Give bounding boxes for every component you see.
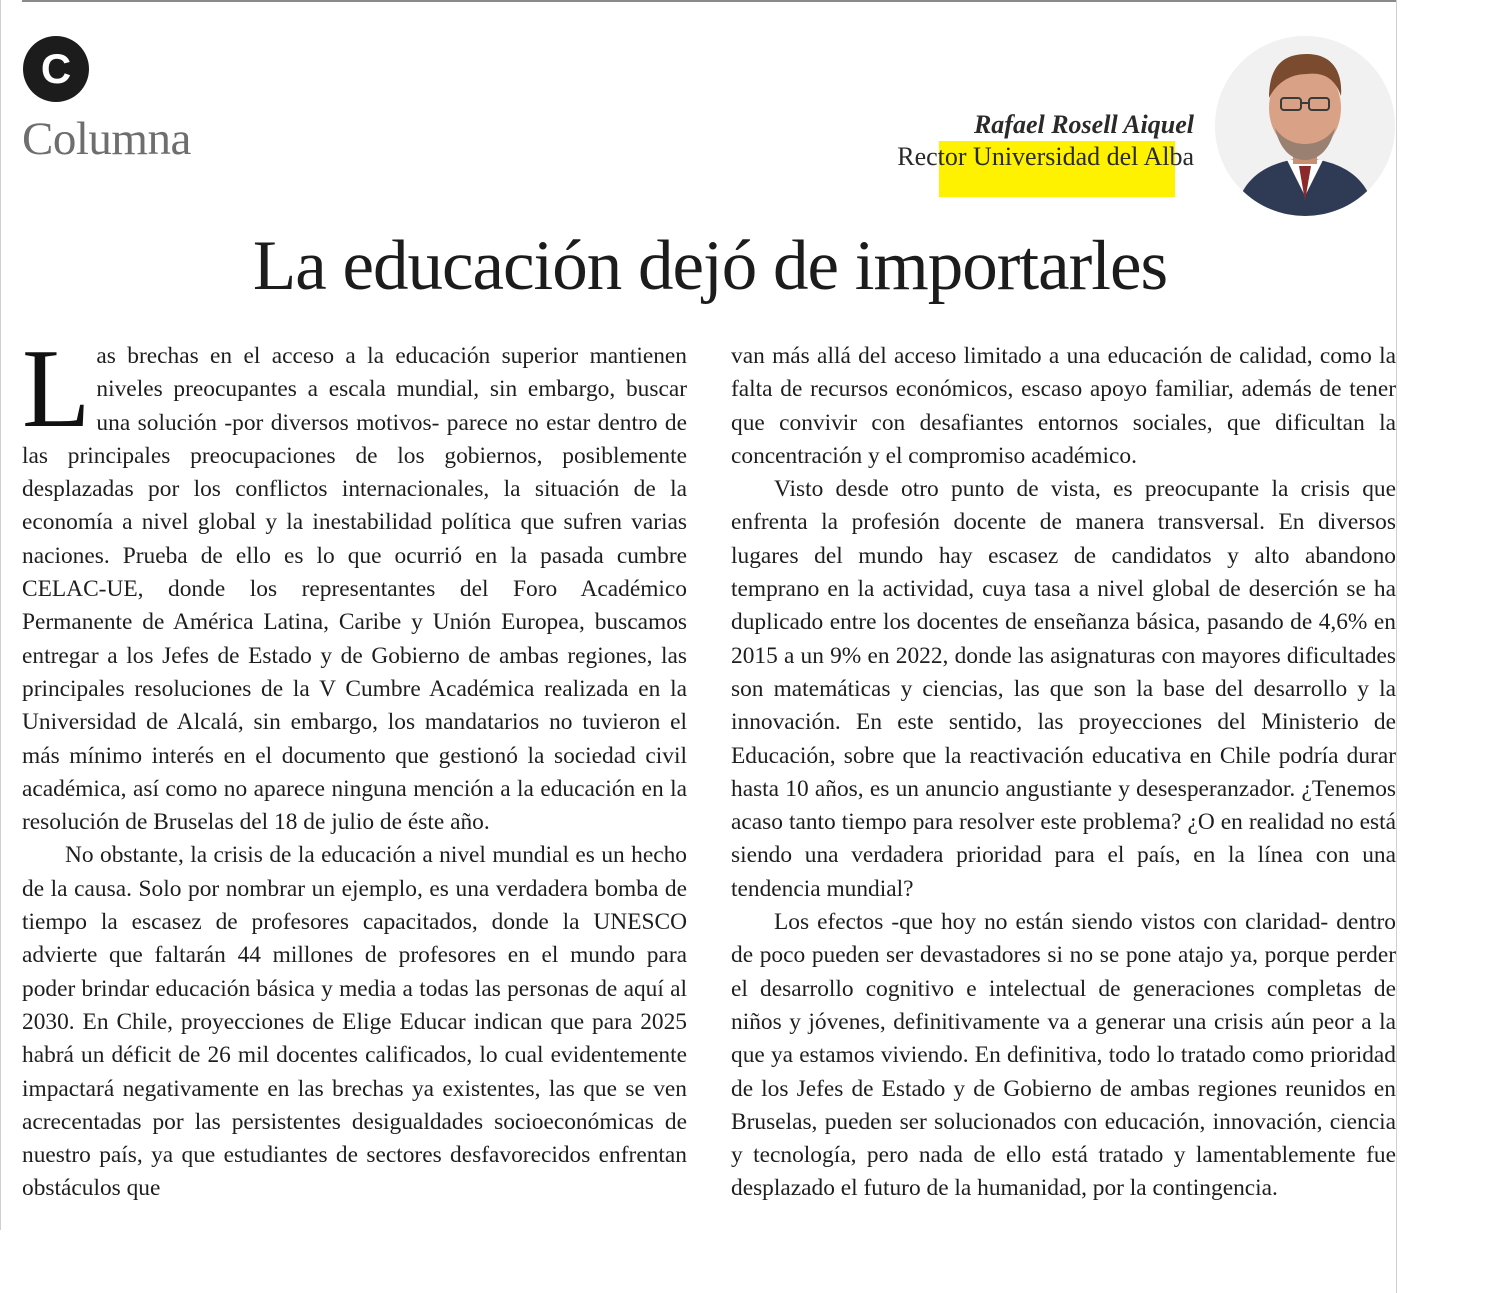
- page-left-edge: [0, 0, 1, 1230]
- drop-cap: L: [22, 327, 91, 451]
- article-column-right: [731, 340, 1396, 1206]
- article-paragraph: [22, 327, 687, 839]
- paragraph-text: as brechas en el acceso a la educación superior mantienen niveles preocupantes a escala mundial, sin embargo, buscar una solución -por diversos motivos- parece no estar dentro de las principales preocupaciones de los gobiernos, posiblemente desplazadas por los conflictos internacionales, la situación de la economía a nivel global y la inestabilidad política que sufren varias naciones. Prueba de ello es lo que ocurrió en la pasada cumbre CELAC-UE, donde los representantes del Foro Académico Permanente de América Latina, Caribe y Unión Europea, buscamos entregar a los Jefes de Estado y de Gobierno de ambas regiones, las principales resoluciones de la V Cumbre Académica realizada en la Universidad de Alcalá, sin embargo, los mandatarios no tuvieron el más mínimo interés en el documento que gestionó la sociedad civil académica, así como no aparece ninguna mención a la educación en la resolución de Bruselas del 18 de julio de éste año.: [22, 343, 687, 836]
- author-portrait-drawing: [1215, 36, 1395, 216]
- author-title: Rector Universidad del Alba: [897, 142, 1194, 171]
- section-label: Columna: [22, 113, 191, 165]
- author-name: Rafael Rosell Aiquel: [973, 110, 1194, 139]
- article-paragraph: No obstante, la crisis de la educación a nivel mundial es un hecho de la causa. Solo por nombrar un ejemplo, es una verdadera bomba de tiempo la escasez de profesores capacitados, donde la UNESCO advierte que faltarán 44 millones de profesores en el mundo para poder brindar educación básica y media a todas las personas de aquí al 2030. En Chile, proyecciones de Elige Educar indican que para 2025 habrá un déficit de 26 mil docentes calificados, lo cual evidentemente impactará negativamente en las brechas ya existentes, las que se ven acrecentadas por las persistentes desigualdades socioeconómicas de nuestro país, ya que estudiantes de sectores desfavorecidos enfrentan obstáculos que: [22, 842, 687, 1202]
- article-paragraph: van más allá del acceso limitado a una educación de calidad, como la falta de recursos económicos, escaso apoyo familiar, además de tener que convivir con desafiantes entornos sociales, que dificultan la concentración y el compromiso académico.: [731, 343, 1396, 469]
- section-badge: [23, 36, 89, 102]
- page-right-edge: [1396, 0, 1397, 1293]
- article-paragraph: Visto desde otro punto de vista, es preocupante la crisis que enfrenta la profesión docente de manera transversal. En diversos lugares del mundo hay escasez de candidatos y alto abandono temprano en la actividad, cuya tasa a nivel global de deserción se ha duplicado entre los docentes de enseñanza básica, pasando de 4,6% en 2015 a un 9% en 2022, donde las asignaturas con mayores dificultades son matemáticas y ciencias, las que son la base del desarrollo y la innovación. En este sentido, las proyecciones del Ministerio de Educación, sobre que la reactivación educativa en Chile podría durar hasta 10 años, es un anuncio angustiante y desesperanzador. ¿Tenemos acaso tanto tiempo para resolver este problema? ¿O en realidad no está siendo una verdadera prioridad para el país, en la línea con una tendencia mundial?: [731, 476, 1396, 902]
- author-portrait-icon: [1215, 36, 1395, 216]
- article-column-left: [22, 327, 687, 1206]
- article-headline: La educación dejó de importarles: [252, 227, 1168, 305]
- section-badge-letter: C: [40, 45, 72, 92]
- article-paragraph: Los efectos -que hoy no están siendo vistos con claridad- dentro de poco pueden ser devastadores si no se pone atajo ya, porque perder el desarrollo cognitivo e intelectual de generaciones completas de niños y jóvenes, definitivamente va a generar una crisis aún peor a la que ya estamos viviendo. En definitiva, todo lo tratado como prioridad de los Jefes de Estado y de Gobierno de ambas regiones reunidos en Bruselas, pueden ser solucionados con educación, innovación, ciencia y tecnología, pero nada de ello está tratado y lamentablemente fue desplazado el futuro de la humanidad, por la contingencia.: [731, 909, 1396, 1202]
- top-rule: [22, 0, 1397, 2]
